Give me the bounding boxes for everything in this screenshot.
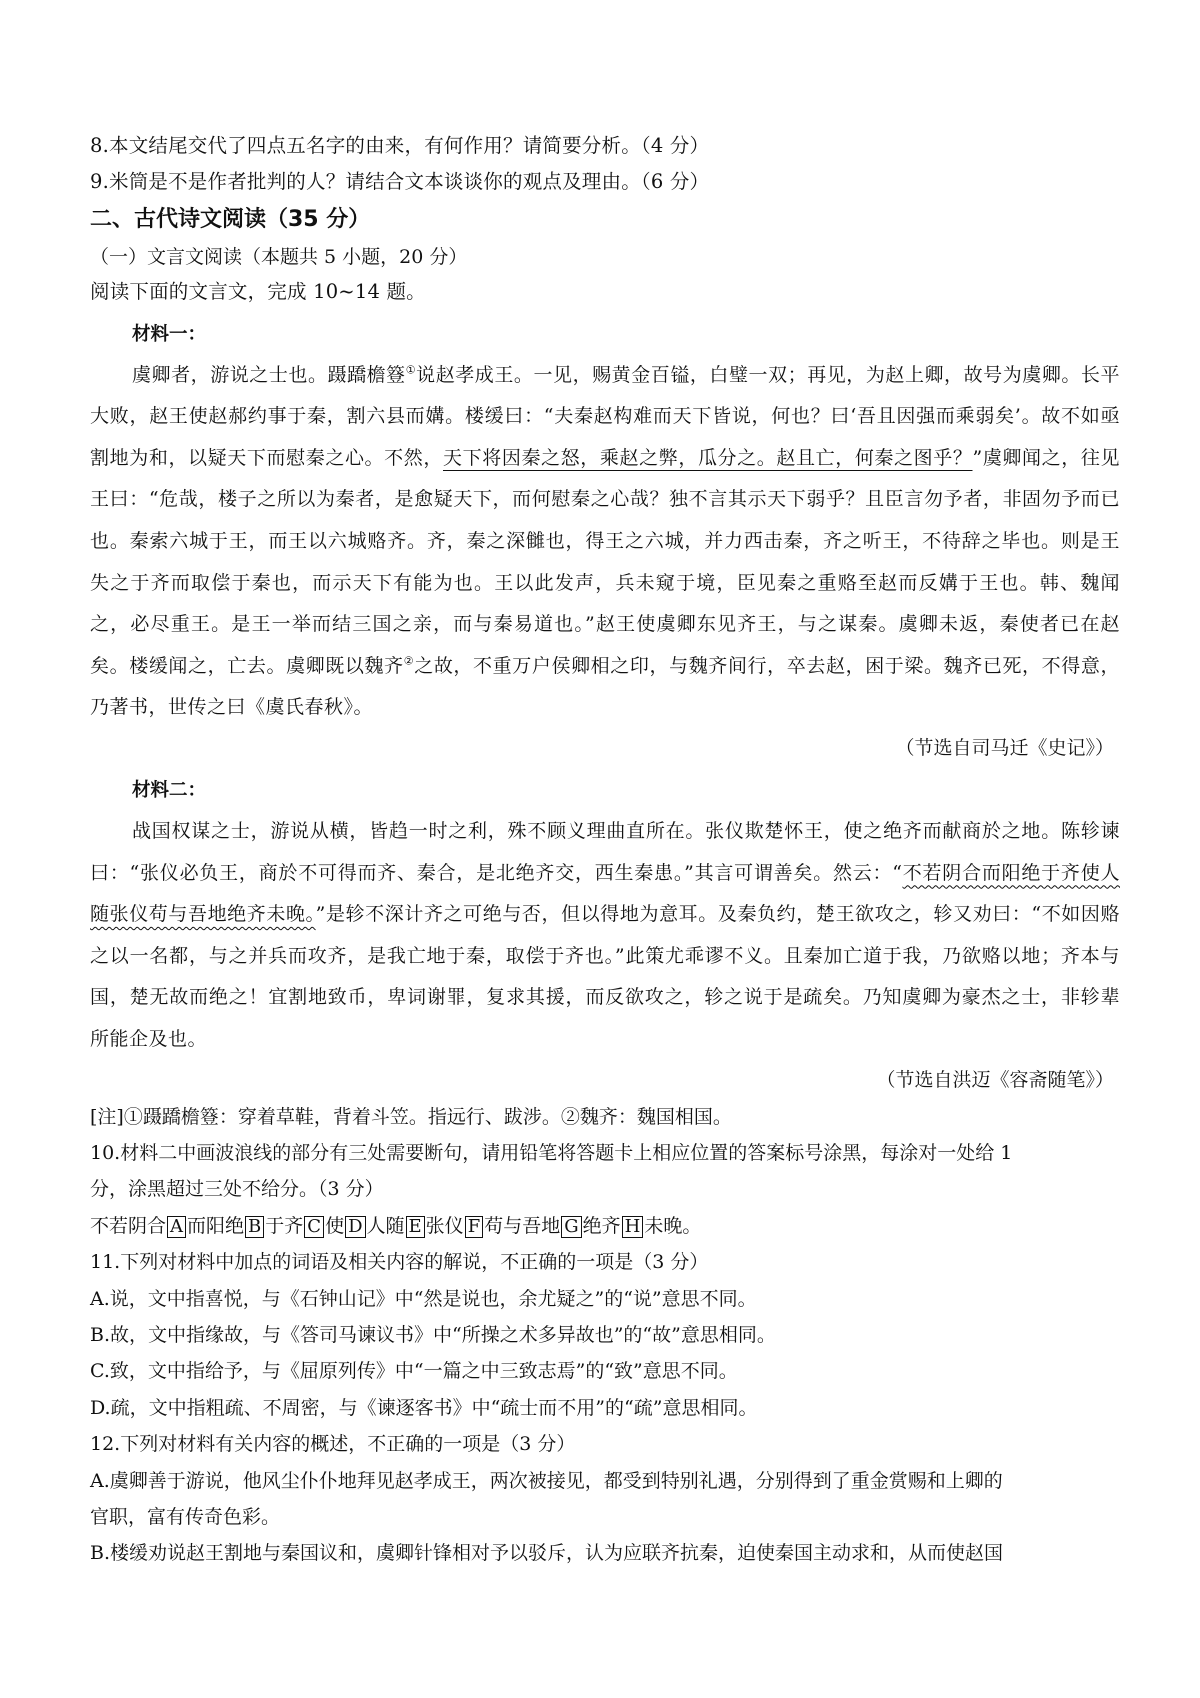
segment: 张仪: [425, 1214, 464, 1237]
footnote-2-marker: ②: [403, 654, 415, 668]
question-10-segments: [90, 1208, 1120, 1244]
answer-box-e[interactable]: E: [406, 1216, 425, 1238]
material2-source: （节选自洪迈《容斋随笔》）: [876, 1068, 1114, 1091]
answer-box-h[interactable]: H: [622, 1216, 644, 1238]
question-10-stem-1: 10.材料二中画波浪线的部分有三处需要断句，请用铅笔将答题卡上相应位置的答案标号涂黑，每涂对一处给 1: [90, 1141, 1013, 1164]
answer-box-f[interactable]: F: [465, 1216, 484, 1238]
material1-label: 材料一：: [132, 323, 207, 345]
segment: 不若阴合: [90, 1214, 167, 1237]
material1-part-d: 之故，不重万户侯卿相之印，与魏齐间行，卒去赵，困于梁。魏齐已死，不得意，乃著书，世传之曰《虞氏春秋》。: [90, 654, 1120, 719]
question-12-option-a-line-2: 官职，富有传奇色彩。: [90, 1505, 281, 1528]
question-9: 9.米筒是不是作者批判的人？请结合文本谈谈你的观点及理由。（6 分）: [90, 170, 710, 194]
material1-part-b: 说赵孝成王。一见，赐黄金百镒，白璧一双；再见，为赵上卿，故号为虞卿。长平大败，赵王使赵郝约事于秦，割六县而媾。楼缓曰：“夫秦赵构难而天下皆说，何也？曰‘吾且因强而乘弱矣’。故不如亟割地为和，以疑天下而慰秦之心。不然，: [90, 363, 1120, 469]
answer-box-a[interactable]: A: [167, 1216, 186, 1238]
annotation: [注]①蹑蹻檐簦：穿着草鞋，背着斗笠。指远行、跋涉。②魏齐：魏国相国。: [90, 1105, 732, 1128]
question-11-option-c: C.致，文中指给予，与《屈原列传》中“一篇之中三致志焉”的“致”意思不同。: [90, 1360, 738, 1383]
question-11-stem: 11.下列对材料中加点的词语及相关内容的解说，不正确的一项是（3 分）: [90, 1251, 709, 1274]
question-11-option-b: B.故，文中指缘故，与《答司马谏议书》中“所操之术多异故也”的“故”意思相同。: [90, 1323, 776, 1346]
material2-text: [90, 811, 1120, 1061]
question-12-stem: 12.下列对材料有关内容的概述，不正确的一项是（3 分）: [90, 1433, 576, 1456]
segment: 于齐: [265, 1214, 304, 1237]
material1-underlined-sentence: 天下将因秦之怒，乘赵之弊，瓜分之。赵且亡，何秦之图乎？: [443, 446, 973, 469]
question-8: 8.本文结尾交代了四点五名字的由来，有何作用？请简要分析。（4 分）: [90, 134, 710, 157]
material2-part-a: 战国权谋之士，游说从横，皆趋一时之利，殊不顾义理曲直所在。张仪欺楚怀王，使之绝齐而献商於之地。陈轸谏曰：“张仪必负王，商於不可得而齐、秦合，是北绝齐交，西生秦患。”其言可谓善矣。然云：“: [90, 819, 1120, 884]
question-10-stem-2: 分，涂黑超过三处不给分。（3 分）: [90, 1178, 384, 1201]
answer-box-c[interactable]: C: [304, 1216, 324, 1238]
question-12-option-a-line-1: A.虞卿善于游说，他风尘仆仆地拜见赵孝成王，两次被接见，都受到特别礼遇，分别得到了重金赏赐和上卿的: [90, 1469, 1003, 1492]
segment: 苟与吾地: [484, 1214, 561, 1237]
subsection-title: （一）文言文阅读（本题共 5 小题，20 分）: [90, 246, 468, 269]
material1-text: [90, 355, 1120, 729]
material2-wavy-sentence: 不若阴合而阳绝于齐使人随张仪苟与吾地绝齐未晚。: [90, 861, 1120, 926]
question-11-option-d: D.疏，文中指粗疏、不周密，与《谏逐客书》中“疏士而不用”的“疏”意思相同。: [90, 1396, 758, 1419]
material1-part-a: 虞卿者，游说之士也。蹑蹻檐簦: [132, 363, 406, 386]
segment: 未晚。: [644, 1214, 702, 1237]
material2-part-b: ”是轸不深计齐之可绝与否，但以得地为意耳。及秦负约，楚王欲攻之，轸又劝曰：“不如因赂之以一名都，与之并兵而攻齐，是我亡地于秦，取偿于齐也。”此策尤乖谬不义。且秦加亡道于我，乃欲赂以地；齐本与国，楚无故而绝之！宜割地致币，卑词谢罪，复求其援，而反欲攻之，轸之说于是疏矣。乃知虞卿为豪杰之士，非轸辈所能企及也。: [90, 903, 1120, 1050]
segment: 人随: [366, 1214, 405, 1237]
material2-label: 材料二：: [132, 779, 207, 801]
segment: 使: [325, 1214, 345, 1237]
footnote-1-marker: ①: [405, 363, 417, 377]
section-title: 二、古代诗文阅读（35 分）: [90, 207, 371, 233]
instruction: 阅读下面的文言文，完成 10~14 题。: [90, 280, 426, 304]
answer-box-d[interactable]: D: [345, 1216, 365, 1238]
exam-page: [90, 128, 1120, 1572]
segment: 而阳绝: [187, 1214, 245, 1237]
segment: 绝齐: [582, 1214, 621, 1237]
answer-box-g[interactable]: G: [561, 1216, 581, 1238]
material1-part-c: ”虞卿闻之，往见王曰：“危哉，楼子之所以为秦者，是愈疑天下，而何慰秦之心哉？独不言其示天下弱乎？且臣言勿予者，非固勿予而已也。秦索六城于王，而王以六城赂齐。齐，秦之深雠也，得王之六城，并力西击秦，齐之听王，不待辞之毕也。则是王失之于齐而取偿于秦也，而示天下有能为也。王以此发声，兵未窥于境，臣见秦之重赂至赵而反媾于王也。韩、魏闻之，必尽重王。是王一举而结三国之亲，而与秦易道也。”赵王使虞卿东见齐王，与之谋秦。虞卿未返，秦使者已在赵矣。楼缓闻之，亡去。虞卿既以魏齐: [90, 446, 1120, 677]
answer-box-b[interactable]: B: [245, 1216, 264, 1238]
material1-source: （节选自司马迁《史记》）: [895, 736, 1114, 759]
question-12-option-b-line-1: B.楼缓劝说赵王割地与秦国议和，虞卿针锋相对予以驳斥，认为应联齐抗秦，迫使秦国主动求和，从而使赵国: [90, 1542, 1004, 1565]
question-11-option-a: A.说，文中指喜悦，与《石钟山记》中“然是说也，余尤疑之”的“说”意思不同。: [90, 1287, 757, 1310]
